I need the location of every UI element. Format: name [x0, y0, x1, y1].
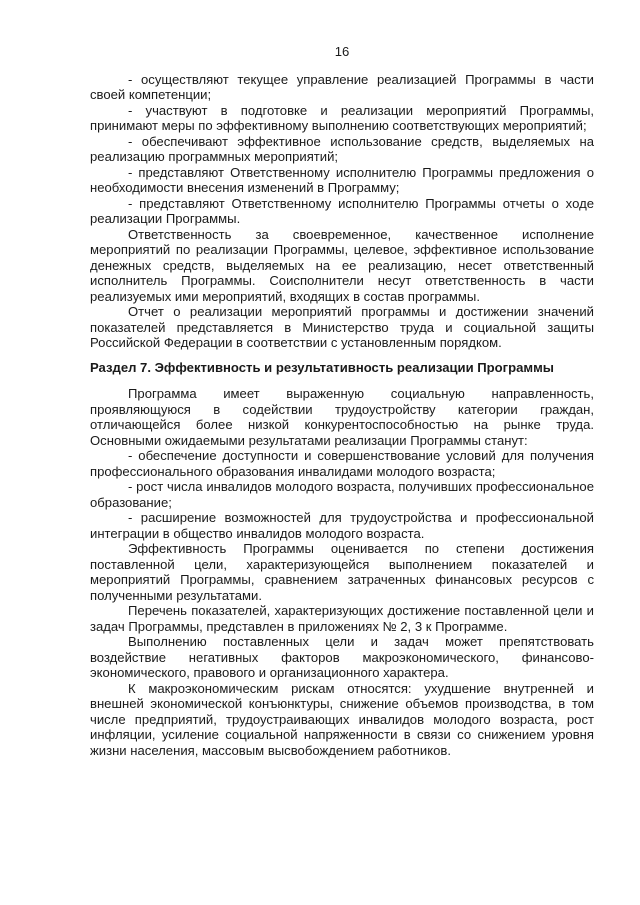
page-number: 16	[334, 44, 350, 59]
paragraph-social-orientation: Программа имеет выраженную социальную направленность, проявляющуюся в содействии трудоустройству категории граждан, отличающейся более низкой конкурентоспособностью на рынке труда. Основными ожидаемыми результатами реализации Программы станут:	[90, 386, 594, 448]
paragraph-education-access: - обеспечение доступности и совершенствование условий для получения профессионального образования инвалидами молодого возраста;	[90, 448, 594, 479]
paragraph-report-submission: Отчет о реализации мероприятий программы и достижении значений показателей представляется в Министерство труда и социальной защиты Российской Федерации в соответствии с установленным порядком.	[90, 304, 594, 350]
paragraph-education-growth: - рост числа инвалидов молодого возраста, получивших профессиональное образование;	[90, 479, 594, 510]
paragraph-efficiency-assessment: Эффективность Программы оценивается по степени достижения поставленной цели, характеризующейся выполнением показателей и мероприятий Программы, сравнением затраченных финансовых ресурсов с полученными результатами.	[90, 541, 594, 603]
paragraph-funds-usage: - обеспечивают эффективное использование средств, выделяемых на реализацию программных мероприятий;	[90, 133, 594, 164]
paragraph-negative-factors: Выполнению поставленных цели и задач может препятствовать воздействие негативных факторов макроэкономического, финансово-экономического, правового и организационного характера.	[90, 634, 594, 680]
paragraph-indicators-list: Перечень показателей, характеризующих достижение поставленной цели и задач Программы, представлен в приложениях № 2, 3 к Программе.	[90, 603, 594, 634]
paragraph-change-proposals: - представляют Ответственному исполнителю Программы предложения о необходимости внесения изменений в Программу;	[90, 164, 594, 195]
paragraph-progress-reports: - представляют Ответственному исполнителю Программы отчеты о ходе реализации Программы.	[90, 195, 594, 226]
paragraph-competence: - осуществляют текущее управление реализацией Программы в части своей компетенции;	[90, 71, 594, 102]
paragraph-participation: - участвуют в подготовке и реализации мероприятий Программы, принимают меры по эффективному выполнению соответствующих мероприятий;	[90, 102, 594, 133]
section-heading: Раздел 7. Эффективность и результативность реализации Программы	[90, 359, 554, 375]
paragraph-macroeconomic-risks: К макроэкономическим рискам относятся: ухудшение внутренней и внешней экономической конъюнктуры, снижение объемов производства, в том числе предприятий, трудоустраивающих инвалидов молодого возраста, рост инфляции, усиление социальной напряженности в связи со снижением уровня жизни населения, массовым высвобождением работников.	[90, 680, 594, 758]
document-page	[90, 44, 594, 758]
paragraph-employment-opportunities: - расширение возможностей для трудоустройства и профессиональной интеграции в общество инвалидов молодого возраста.	[90, 510, 594, 541]
paragraph-responsibility: Ответственность за своевременное, качественное исполнение мероприятий по реализации Программы, целевое, эффективное использование денежных средств, выделяемых на ее реализацию, несет ответственный исполнитель Программы. Соисполнители несут ответственность в части реализуемых ими мероприятий, входящих в состав программы.	[90, 226, 594, 304]
